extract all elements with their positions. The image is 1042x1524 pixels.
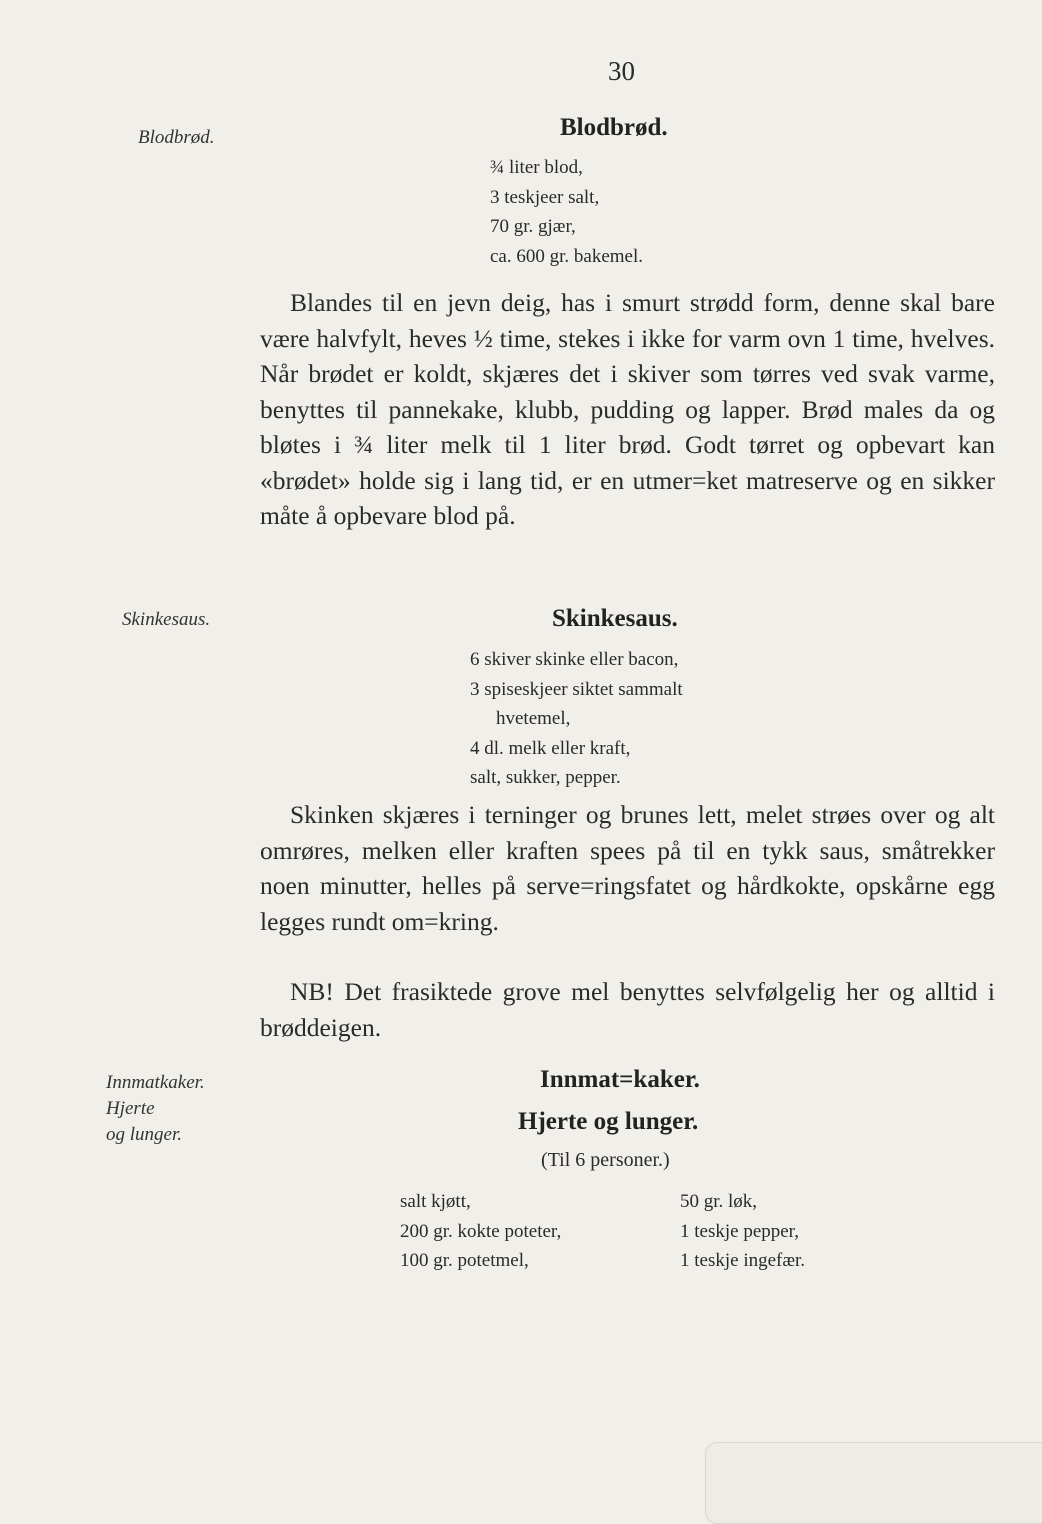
ingredient-item: hvetemel, [496,708,571,729]
ingredient-item: 100 gr. potetmel, [400,1250,529,1271]
ingredient-item: 70 gr. gjær, [490,216,576,237]
ingredient-item: 4 dl. melk eller kraft, [470,737,631,759]
ingredient-item: 3 teskjeer salt, [490,186,600,208]
page-number: 30 [608,56,635,86]
method-paragraph: Blandes til en jevn deig, has i smurt strødd form, denne skal bare være halvfylt, heves ½ time, stekes i ikke for varm ovn 1 time, hvelves. Når brødet er koldt, skjæres det i skiver som tørres ved svak varme, benyttes til pannekake, klubb, pudding og lapper. Brød males da og bløtes i ¾ liter melk til 1 liter brød. Godt tørret og opbevart kan «brødet» holde sig i lang tid, er en utmer=ket matreserve og en sikker måte å opbevare blod på. [260,288,995,530]
ingredient-item: 1 teskje ingefær. [680,1250,806,1271]
ingredient-item: 6 skiver skinke eller bacon, [470,649,679,670]
ingredient-item: salt kjøtt, [400,1191,471,1212]
ingredient-item: ¾ liter blod, [490,157,583,178]
ingredient-list-innmat-right [680,1187,805,1276]
margin-note-blodbrod: Blodbrød. [138,127,215,148]
ingredient-item: 3 spiseskjeer siktet sammalt [470,678,683,700]
ingredient-list-innmat-left [400,1187,561,1276]
recipe-title-blodbrod: Blodbrød. [560,114,668,141]
servings-note: (Til 6 personer.) [541,1149,670,1171]
margin-note-skinkesaus: Skinkesaus. [122,609,211,630]
ingredient-item: ca. 600 gr. bakemel. [490,245,644,267]
ingredient-list-skinkesaus [470,645,683,793]
recipe-title-innmatkaker: Innmat=kaker. [540,1066,700,1093]
ingredient-item: 50 gr. løk, [680,1191,758,1212]
method-blodbrod [260,285,995,534]
method-skinkesaus [260,797,995,939]
ingredient-item: 200 gr. kokte poteter, [400,1220,562,1242]
ingredient-item: salt, sukker, pepper. [470,767,621,788]
ingredient-item: 1 teskje pepper, [680,1220,800,1242]
note-paragraph: NB! Det frasiktede grove mel benyttes selvfølgelig her og alltid i brøddeigen. [260,977,995,1042]
ingredient-list-blodbrod [490,153,643,271]
library-stamp-area [705,1442,1042,1524]
recipe-title-skinkesaus: Skinkesaus. [552,605,678,632]
recipe-subtitle-innmatkaker: Hjerte og lunger. [518,1108,699,1135]
margin-note-line: Innmatkaker. [106,1072,205,1093]
margin-note-line: og lunger. [106,1124,182,1145]
margin-note-line: Hjerte [106,1098,155,1119]
method-paragraph: Skinken skjæres i terninger og brunes lett, melet strøes over og alt omrøres, melken eller kraften spees på til en tykk saus, småtrekker noen minutter, helles på serve=ringsfatet og hårdkokte, opskårne egg legges rundt om=kring. [260,800,995,936]
margin-note-innmatkaker [106,1070,205,1148]
note-skinkesaus [260,974,995,1045]
